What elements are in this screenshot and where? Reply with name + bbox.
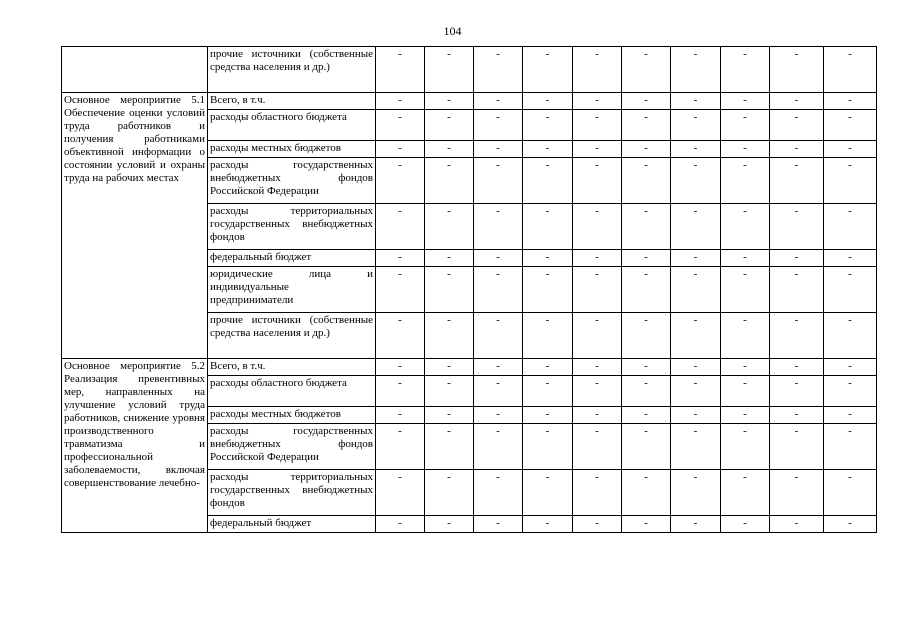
value-cell: - xyxy=(425,376,474,407)
table-row xyxy=(62,93,877,110)
value-cell: - xyxy=(425,47,474,93)
value-cell: - xyxy=(376,267,425,313)
value-cell: - xyxy=(573,158,622,204)
value-cell: - xyxy=(425,424,474,470)
value-cell: - xyxy=(523,376,573,407)
value-cell: - xyxy=(671,359,721,376)
funding-source-cell: прочие источники (собственные средства населения и др.) xyxy=(208,47,376,93)
value-cell: - xyxy=(573,250,622,267)
value-cell: - xyxy=(671,407,721,424)
value-cell: - xyxy=(770,47,824,93)
value-cell: - xyxy=(770,516,824,533)
value-cell: - xyxy=(573,470,622,516)
value-cell: - xyxy=(573,516,622,533)
value-cell: - xyxy=(474,359,523,376)
value-cell: - xyxy=(824,424,877,470)
value-cell: - xyxy=(770,204,824,250)
value-cell: - xyxy=(824,141,877,158)
funding-source-cell: расходы областного бюджета xyxy=(208,376,376,407)
value-cell: - xyxy=(824,516,877,533)
value-cell: - xyxy=(721,158,770,204)
value-cell: - xyxy=(474,313,523,359)
value-cell: - xyxy=(573,267,622,313)
value-cell: - xyxy=(622,158,671,204)
value-cell: - xyxy=(425,93,474,110)
value-cell: - xyxy=(671,250,721,267)
value-cell: - xyxy=(425,267,474,313)
value-cell: - xyxy=(474,376,523,407)
value-cell: - xyxy=(770,376,824,407)
value-cell: - xyxy=(721,407,770,424)
value-cell: - xyxy=(376,141,425,158)
value-cell: - xyxy=(474,424,523,470)
value-cell: - xyxy=(770,110,824,141)
value-cell: - xyxy=(824,267,877,313)
value-cell: - xyxy=(474,516,523,533)
value-cell: - xyxy=(376,516,425,533)
value-cell: - xyxy=(376,47,425,93)
value-cell: - xyxy=(671,424,721,470)
value-cell: - xyxy=(474,267,523,313)
value-cell: - xyxy=(671,204,721,250)
value-cell: - xyxy=(622,470,671,516)
value-cell: - xyxy=(671,158,721,204)
value-cell: - xyxy=(770,267,824,313)
value-cell: - xyxy=(425,204,474,250)
value-cell: - xyxy=(824,110,877,141)
value-cell: - xyxy=(474,250,523,267)
value-cell: - xyxy=(425,250,474,267)
value-cell: - xyxy=(770,359,824,376)
value-cell: - xyxy=(474,47,523,93)
value-cell: - xyxy=(474,93,523,110)
value-cell: - xyxy=(770,407,824,424)
budget-table xyxy=(61,46,877,533)
value-cell: - xyxy=(573,376,622,407)
value-cell: - xyxy=(721,376,770,407)
value-cell: - xyxy=(824,407,877,424)
value-cell: - xyxy=(721,141,770,158)
value-cell: - xyxy=(622,250,671,267)
value-cell: - xyxy=(770,424,824,470)
value-cell: - xyxy=(523,359,573,376)
value-cell: - xyxy=(770,93,824,110)
value-cell: - xyxy=(721,250,770,267)
value-cell: - xyxy=(622,93,671,110)
measure-cell: Основное мероприятие 5.1 Обеспечение оценки условий труда работников и получения работниками объективной информации о состоянии условий и охраны труда на рабочих местах xyxy=(62,93,208,359)
funding-source-cell: расходы территориальных государственных внебюджетных фондов xyxy=(208,204,376,250)
value-cell: - xyxy=(671,376,721,407)
value-cell: - xyxy=(770,313,824,359)
value-cell: - xyxy=(622,424,671,470)
value-cell: - xyxy=(824,93,877,110)
value-cell: - xyxy=(425,470,474,516)
value-cell: - xyxy=(523,47,573,93)
value-cell: - xyxy=(376,407,425,424)
value-cell: - xyxy=(474,204,523,250)
value-cell: - xyxy=(671,141,721,158)
value-cell: - xyxy=(622,47,671,93)
value-cell: - xyxy=(824,47,877,93)
value-cell: - xyxy=(425,359,474,376)
value-cell: - xyxy=(721,47,770,93)
value-cell: - xyxy=(474,407,523,424)
value-cell: - xyxy=(671,47,721,93)
value-cell: - xyxy=(622,141,671,158)
value-cell: - xyxy=(721,470,770,516)
value-cell: - xyxy=(523,141,573,158)
value-cell: - xyxy=(573,93,622,110)
value-cell: - xyxy=(770,158,824,204)
value-cell: - xyxy=(523,516,573,533)
value-cell: - xyxy=(671,93,721,110)
funding-source-cell: расходы областного бюджета xyxy=(208,110,376,141)
value-cell: - xyxy=(622,516,671,533)
value-cell: - xyxy=(523,267,573,313)
value-cell: - xyxy=(523,470,573,516)
table-row xyxy=(62,47,877,93)
value-cell: - xyxy=(573,424,622,470)
budget-table-body xyxy=(62,47,877,533)
funding-source-cell: расходы местных бюджетов xyxy=(208,141,376,158)
value-cell: - xyxy=(376,158,425,204)
measure-cell xyxy=(62,47,208,93)
value-cell: - xyxy=(770,250,824,267)
value-cell: - xyxy=(376,110,425,141)
value-cell: - xyxy=(573,141,622,158)
value-cell: - xyxy=(622,204,671,250)
value-cell: - xyxy=(376,470,425,516)
table-row xyxy=(62,359,877,376)
value-cell: - xyxy=(523,250,573,267)
measure-cell: Основное мероприятие 5.2 Реализация превентивных мер, направленных на улучшение условий труда работников, снижение уровня производственного травматизма и профессиональной заболеваемости, включая совершенствование лечебно- xyxy=(62,359,208,533)
value-cell: - xyxy=(824,250,877,267)
value-cell: - xyxy=(573,204,622,250)
value-cell: - xyxy=(671,470,721,516)
value-cell: - xyxy=(721,204,770,250)
value-cell: - xyxy=(523,158,573,204)
value-cell: - xyxy=(824,359,877,376)
value-cell: - xyxy=(376,93,425,110)
value-cell: - xyxy=(474,158,523,204)
value-cell: - xyxy=(376,250,425,267)
value-cell: - xyxy=(671,516,721,533)
value-cell: - xyxy=(671,110,721,141)
value-cell: - xyxy=(824,158,877,204)
value-cell: - xyxy=(474,141,523,158)
value-cell: - xyxy=(376,313,425,359)
value-cell: - xyxy=(376,359,425,376)
value-cell: - xyxy=(721,313,770,359)
funding-source-cell: федеральный бюджет xyxy=(208,516,376,533)
value-cell: - xyxy=(573,110,622,141)
funding-source-cell: юридические лица и индивидуальные предприниматели xyxy=(208,267,376,313)
funding-source-cell: расходы территориальных государственных внебюджетных фондов xyxy=(208,470,376,516)
value-cell: - xyxy=(523,93,573,110)
funding-source-cell: Всего, в т.ч. xyxy=(208,93,376,110)
value-cell: - xyxy=(425,158,474,204)
value-cell: - xyxy=(376,376,425,407)
value-cell: - xyxy=(824,204,877,250)
value-cell: - xyxy=(721,93,770,110)
value-cell: - xyxy=(376,424,425,470)
value-cell: - xyxy=(824,376,877,407)
value-cell: - xyxy=(474,470,523,516)
value-cell: - xyxy=(573,313,622,359)
funding-source-cell: расходы государственных внебюджетных фондов Российской Федерации xyxy=(208,424,376,470)
value-cell: - xyxy=(721,359,770,376)
value-cell: - xyxy=(622,407,671,424)
value-cell: - xyxy=(622,376,671,407)
value-cell: - xyxy=(425,516,474,533)
funding-source-cell: прочие источники (собственные средства населения и др.) xyxy=(208,313,376,359)
value-cell: - xyxy=(721,267,770,313)
value-cell: - xyxy=(622,267,671,313)
value-cell: - xyxy=(824,313,877,359)
value-cell: - xyxy=(622,110,671,141)
value-cell: - xyxy=(671,313,721,359)
value-cell: - xyxy=(425,313,474,359)
funding-source-cell: федеральный бюджет xyxy=(208,250,376,267)
value-cell: - xyxy=(721,110,770,141)
value-cell: - xyxy=(573,407,622,424)
funding-source-cell: расходы местных бюджетов xyxy=(208,407,376,424)
page-number: 104 xyxy=(443,24,462,38)
value-cell: - xyxy=(622,359,671,376)
value-cell: - xyxy=(721,516,770,533)
value-cell: - xyxy=(770,470,824,516)
value-cell: - xyxy=(573,359,622,376)
value-cell: - xyxy=(376,204,425,250)
value-cell: - xyxy=(523,407,573,424)
funding-source-cell: Всего, в т.ч. xyxy=(208,359,376,376)
value-cell: - xyxy=(721,424,770,470)
value-cell: - xyxy=(523,424,573,470)
value-cell: - xyxy=(523,110,573,141)
value-cell: - xyxy=(824,470,877,516)
value-cell: - xyxy=(573,47,622,93)
value-cell: - xyxy=(425,110,474,141)
value-cell: - xyxy=(474,110,523,141)
value-cell: - xyxy=(770,141,824,158)
funding-source-cell: расходы государственных внебюджетных фондов Российской Федерации xyxy=(208,158,376,204)
value-cell: - xyxy=(523,313,573,359)
value-cell: - xyxy=(425,407,474,424)
value-cell: - xyxy=(523,204,573,250)
value-cell: - xyxy=(425,141,474,158)
value-cell: - xyxy=(622,313,671,359)
value-cell: - xyxy=(671,267,721,313)
